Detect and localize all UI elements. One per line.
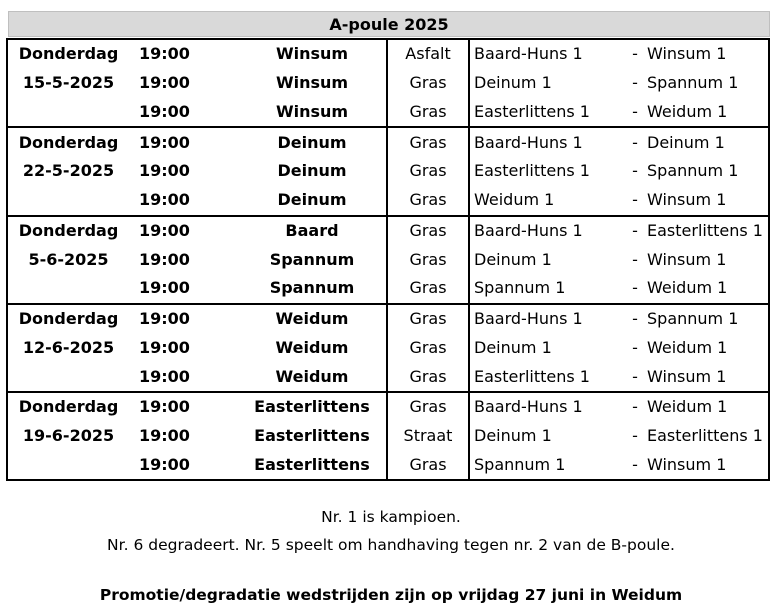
match-separator: - (632, 397, 638, 417)
poule-title: A-poule 2025 (8, 11, 770, 37)
away-team: Winsum 1 (647, 44, 727, 64)
round-empty-cell (7, 186, 129, 216)
match-separator: - (632, 101, 638, 121)
home-team: Spannum 1 (474, 454, 566, 474)
match-location: Deinum (238, 157, 387, 186)
match-separator: - (632, 366, 638, 386)
round-empty-cell (7, 362, 129, 392)
match-separator: - (632, 132, 638, 152)
match-surface: Gras (387, 216, 469, 246)
away-team: Spannum 1 (647, 309, 739, 329)
table-row (7, 39, 769, 69)
match-separator: - (632, 337, 638, 357)
match-separator: - (632, 220, 638, 240)
round-date: 15-5-2025 (22, 73, 115, 93)
match-time: 19:00 (139, 309, 190, 329)
round-2 (7, 127, 769, 215)
match-surface: Asfalt (387, 39, 469, 69)
match-surface: Gras (387, 392, 469, 422)
home-team: Baard-Huns 1 (474, 44, 583, 64)
home-team: Deinum 1 (474, 426, 552, 446)
away-team: Weidum 1 (647, 278, 728, 298)
table-row (7, 157, 769, 186)
match-separator: - (632, 249, 638, 269)
round-date: 5-6-2025 (28, 249, 109, 269)
match-location: Winsum (238, 98, 387, 128)
away-team: Winsum 1 (647, 249, 727, 269)
match-surface: Gras (387, 362, 469, 392)
table-row (7, 69, 769, 98)
home-team: Baard-Huns 1 (474, 309, 583, 329)
match-time: 19:00 (139, 161, 190, 181)
round-empty-cell (7, 98, 129, 128)
round-day: Donderdag (18, 220, 119, 240)
away-team: Winsum 1 (647, 454, 727, 474)
match-time: 19:00 (139, 101, 190, 121)
match-location: Weidum (238, 362, 387, 392)
match-surface: Gras (387, 69, 469, 98)
match-surface: Gras (387, 274, 469, 304)
home-team: Baard-Huns 1 (474, 397, 583, 417)
match-separator: - (632, 44, 638, 64)
match-location: Easterlittens (238, 392, 387, 422)
away-team: Easterlittens 1 (647, 426, 763, 446)
table-row (7, 216, 769, 246)
table-row (7, 334, 769, 363)
match-surface: Gras (387, 98, 469, 128)
match-surface: Gras (387, 304, 469, 334)
match-surface: Gras (387, 127, 469, 157)
home-team: Easterlittens 1 (474, 161, 590, 181)
match-location: Spannum (238, 245, 387, 274)
round-date: 22-5-2025 (22, 161, 115, 181)
match-separator: - (632, 454, 638, 474)
table-row (7, 451, 769, 481)
match-surface: Gras (387, 157, 469, 186)
relegation-note: Nr. 6 degradeert. Nr. 5 speelt om handhaving tegen nr. 2 van de B-poule. (107, 536, 675, 554)
round-date: 12-6-2025 (22, 337, 115, 357)
match-time: 19:00 (139, 366, 190, 386)
round-4 (7, 304, 769, 392)
table-row (7, 98, 769, 128)
table-row (7, 127, 769, 157)
round-empty-cell (7, 451, 129, 481)
schedule-table (6, 38, 770, 481)
away-team: Deinum 1 (647, 132, 725, 152)
round-day: Donderdag (18, 44, 119, 64)
away-team: Weidum 1 (647, 397, 728, 417)
table-row (7, 304, 769, 334)
round-3 (7, 216, 769, 304)
match-time: 19:00 (139, 220, 190, 240)
match-location: Deinum (238, 186, 387, 216)
table-row (7, 245, 769, 274)
round-5 (7, 392, 769, 480)
match-time: 19:00 (139, 190, 190, 210)
match-surface: Gras (387, 186, 469, 216)
away-team: Winsum 1 (647, 366, 727, 386)
match-time: 19:00 (139, 454, 190, 474)
home-team: Deinum 1 (474, 73, 552, 93)
match-time: 19:00 (139, 397, 190, 417)
round-date: 19-6-2025 (22, 426, 115, 446)
home-team: Baard-Huns 1 (474, 132, 583, 152)
match-separator: - (632, 426, 638, 446)
match-surface: Gras (387, 334, 469, 363)
match-separator: - (632, 309, 638, 329)
home-team: Easterlittens 1 (474, 366, 590, 386)
table-row (7, 274, 769, 304)
away-team: Winsum 1 (647, 190, 727, 210)
round-day: Donderdag (18, 132, 119, 152)
match-time: 19:00 (139, 132, 190, 152)
champion-note: Nr. 1 is kampioen. (321, 508, 461, 526)
round-day: Donderdag (18, 309, 119, 329)
away-team: Weidum 1 (647, 101, 728, 121)
match-time: 19:00 (139, 278, 190, 298)
match-time: 19:00 (139, 44, 190, 64)
match-separator: - (632, 73, 638, 93)
match-surface: Straat (387, 422, 469, 451)
match-separator: - (632, 190, 638, 210)
away-team: Spannum 1 (647, 73, 739, 93)
match-location: Deinum (238, 127, 387, 157)
match-location: Weidum (238, 304, 387, 334)
match-location: Spannum (238, 274, 387, 304)
home-team: Deinum 1 (474, 337, 552, 357)
match-time: 19:00 (139, 426, 190, 446)
playoff-note: Promotie/degradatie wedstrijden zijn op vrijdag 27 juni in Weidum (99, 586, 683, 604)
match-location: Winsum (238, 39, 387, 69)
round-empty-cell (7, 274, 129, 304)
match-separator: - (632, 278, 638, 298)
home-team: Easterlittens 1 (474, 101, 590, 121)
table-row (7, 362, 769, 392)
table-row (7, 186, 769, 216)
match-location: Easterlittens (238, 422, 387, 451)
match-location: Baard (238, 216, 387, 246)
match-time: 19:00 (139, 249, 190, 269)
home-team: Spannum 1 (474, 278, 566, 298)
match-surface: Gras (387, 451, 469, 481)
round-1 (7, 39, 769, 127)
round-day: Donderdag (18, 397, 119, 417)
away-team: Weidum 1 (647, 337, 728, 357)
table-row (7, 422, 769, 451)
match-time: 19:00 (139, 73, 190, 93)
away-team: Spannum 1 (647, 161, 739, 181)
match-location: Winsum (238, 69, 387, 98)
match-location: Weidum (238, 334, 387, 363)
home-team: Baard-Huns 1 (474, 220, 583, 240)
away-team: Easterlittens 1 (647, 220, 763, 240)
match-time: 19:00 (139, 337, 190, 357)
match-location: Easterlittens (238, 451, 387, 481)
match-separator: - (632, 161, 638, 181)
table-row (7, 392, 769, 422)
match-surface: Gras (387, 245, 469, 274)
home-team: Deinum 1 (474, 249, 552, 269)
home-team: Weidum 1 (474, 190, 555, 210)
